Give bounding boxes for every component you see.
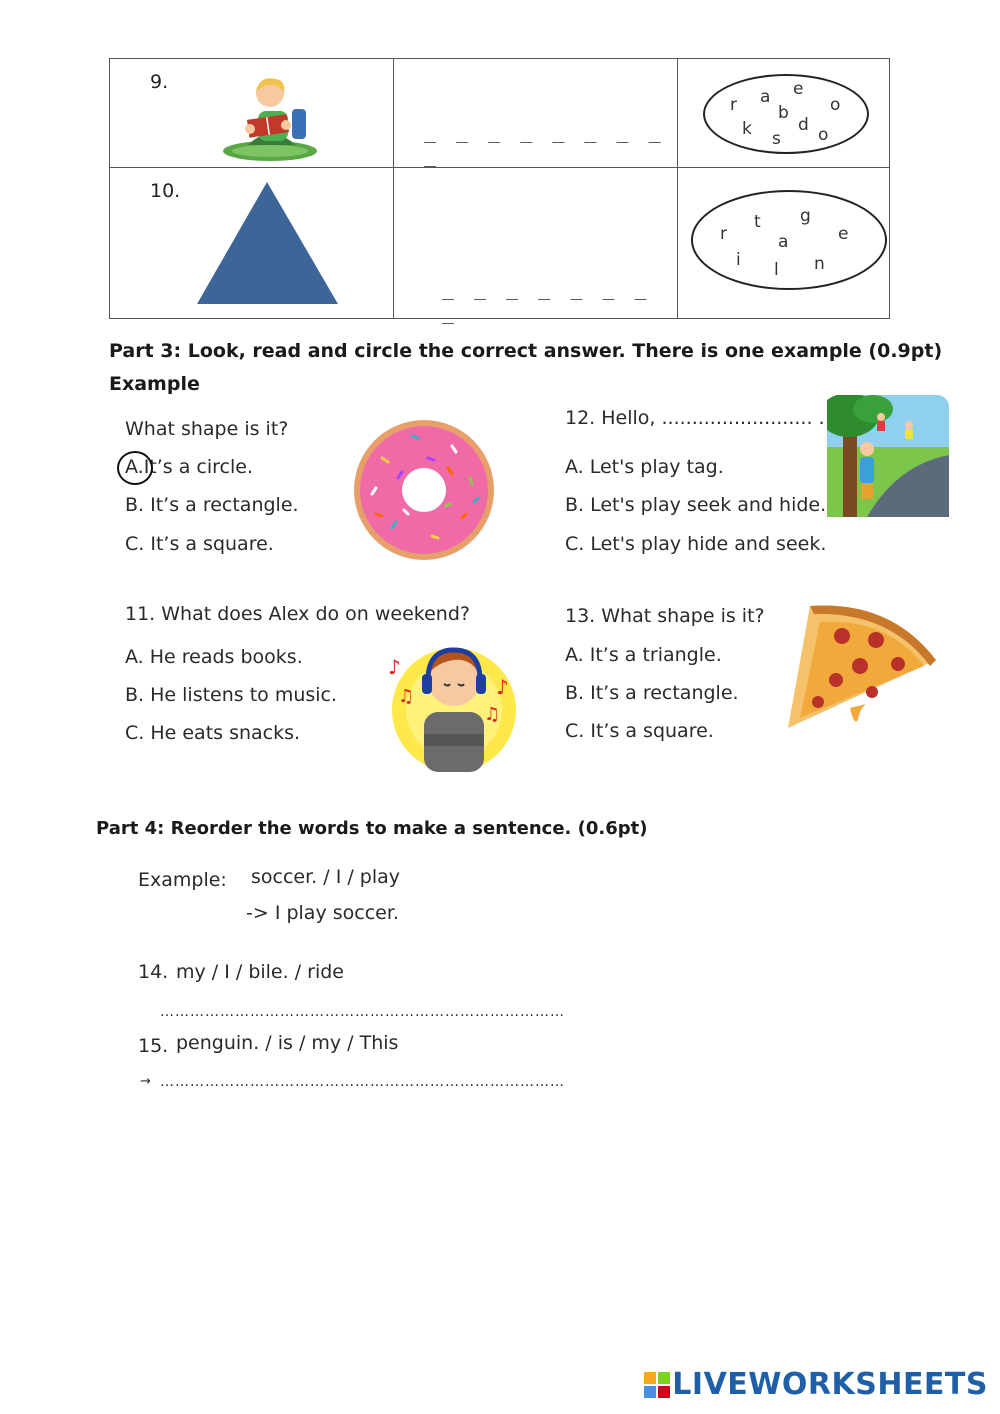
answer-blank[interactable]: _ _ _ _ _ _ _ _ (442, 276, 651, 324)
table-row (110, 168, 890, 319)
q11-option-a[interactable]: A. He reads books. (125, 646, 303, 668)
donut-image (352, 418, 496, 562)
scrambled-letter: e (793, 79, 804, 99)
scrambled-letter: d (798, 115, 809, 135)
liveworksheets-logo (644, 1367, 988, 1402)
q11-option-b[interactable]: B. He listens to music. (125, 684, 338, 706)
q11-question: 11. What does Alex do on weekend? (125, 603, 470, 625)
circled-answer (125, 456, 144, 478)
table-row (110, 59, 890, 168)
boy-listening-music-image (384, 624, 522, 774)
scrambled-letter: t (754, 212, 761, 232)
letters-cell (678, 59, 890, 168)
part4-title: Part 4: Reorder the words to make a sentence. (0.6pt) (96, 818, 648, 839)
q15-number: 15. (138, 1035, 169, 1057)
q12-option-c[interactable]: C. Let's play hide and seek. (565, 533, 827, 555)
vocab-table (109, 58, 890, 324)
scrambled-letter: s (772, 129, 781, 149)
answer-blank[interactable]: _ _ _ _ _ _ _ _ _ (424, 119, 665, 167)
part4-example-answer: -> I play soccer. (246, 902, 399, 924)
q11-option-c[interactable]: C. He eats snacks. (125, 722, 301, 744)
scrambled-letter: b (778, 103, 789, 123)
triangle-image (195, 180, 340, 308)
example-question: What shape is it? (125, 418, 289, 440)
option-letter: A. (125, 456, 144, 478)
q12-option-b[interactable]: B. Let's play seek and hide. (565, 494, 827, 516)
example-option-a (125, 456, 253, 478)
q14-words: my / I / bile. / ride (176, 961, 344, 983)
part3-title: Part 3: Look, read and circle the correct answer. There is one example (0.9pt) (109, 340, 943, 362)
q14-number: 14. (138, 961, 169, 983)
svg-text:♪: ♪ (496, 675, 509, 699)
answer-cell[interactable] (394, 168, 678, 324)
q12-option-a[interactable]: A. Let's play tag. (565, 456, 724, 478)
scrambled-letter: o (818, 125, 829, 145)
scrambled-letter: a (760, 87, 771, 107)
svg-text:♪: ♪ (388, 655, 401, 679)
scrambled-letter: n (814, 254, 825, 274)
letters-cell (678, 168, 890, 319)
scrambled-letter: l (774, 260, 779, 280)
part4-example-label: Example: (138, 869, 227, 891)
scrambled-letter: o (830, 95, 841, 115)
scrambled-letter: i (736, 250, 741, 270)
arrow-icon: → (140, 1074, 151, 1089)
example-option-c: C. It’s a square. (125, 533, 274, 555)
picture-cell (110, 59, 394, 168)
q13-question: 13. What shape is it? (565, 605, 765, 627)
answer-circle (117, 451, 153, 485)
part4-example-words: soccer. / I / play (251, 866, 401, 888)
q15-answer-line[interactable]: ……………………………………………………………………… (160, 1074, 565, 1090)
q12-question: 12. Hello, ......................... . (565, 407, 825, 429)
q14-answer-line[interactable]: ……………………………………………………………………… (160, 1004, 565, 1020)
scrambled-letter: g (800, 206, 811, 226)
scrambled-letter: e (838, 224, 849, 244)
scrambled-letter: k (742, 119, 752, 139)
q15-words: penguin. / is / my / This (176, 1032, 399, 1054)
logo-text: LIVEWORKSHEETS (672, 1367, 988, 1402)
q13-option-c[interactable]: C. It’s a square. (565, 720, 714, 742)
answer-cell[interactable] (394, 59, 678, 168)
boy-reading-book-image (220, 71, 320, 163)
pizza-slice-image (780, 600, 940, 736)
svg-text:♫: ♫ (398, 686, 415, 707)
hide-and-seek-image (827, 395, 949, 517)
q13-option-a[interactable]: A. It’s a triangle. (565, 644, 722, 666)
part3-example-label: Example (109, 373, 200, 395)
q13-option-b[interactable]: B. It’s a rectangle. (565, 682, 739, 704)
scrambled-letter: r (720, 224, 727, 244)
item-number: 9. (150, 71, 169, 93)
item-number: 10. (150, 180, 181, 202)
logo-icon (644, 1372, 670, 1398)
option-text: It’s a circle. (143, 456, 253, 478)
svg-text:♫: ♫ (484, 704, 501, 725)
scrambled-letter: a (778, 232, 789, 252)
example-option-b: B. It’s a rectangle. (125, 494, 299, 516)
scrambled-letter: r (730, 95, 737, 115)
picture-cell (110, 168, 394, 319)
